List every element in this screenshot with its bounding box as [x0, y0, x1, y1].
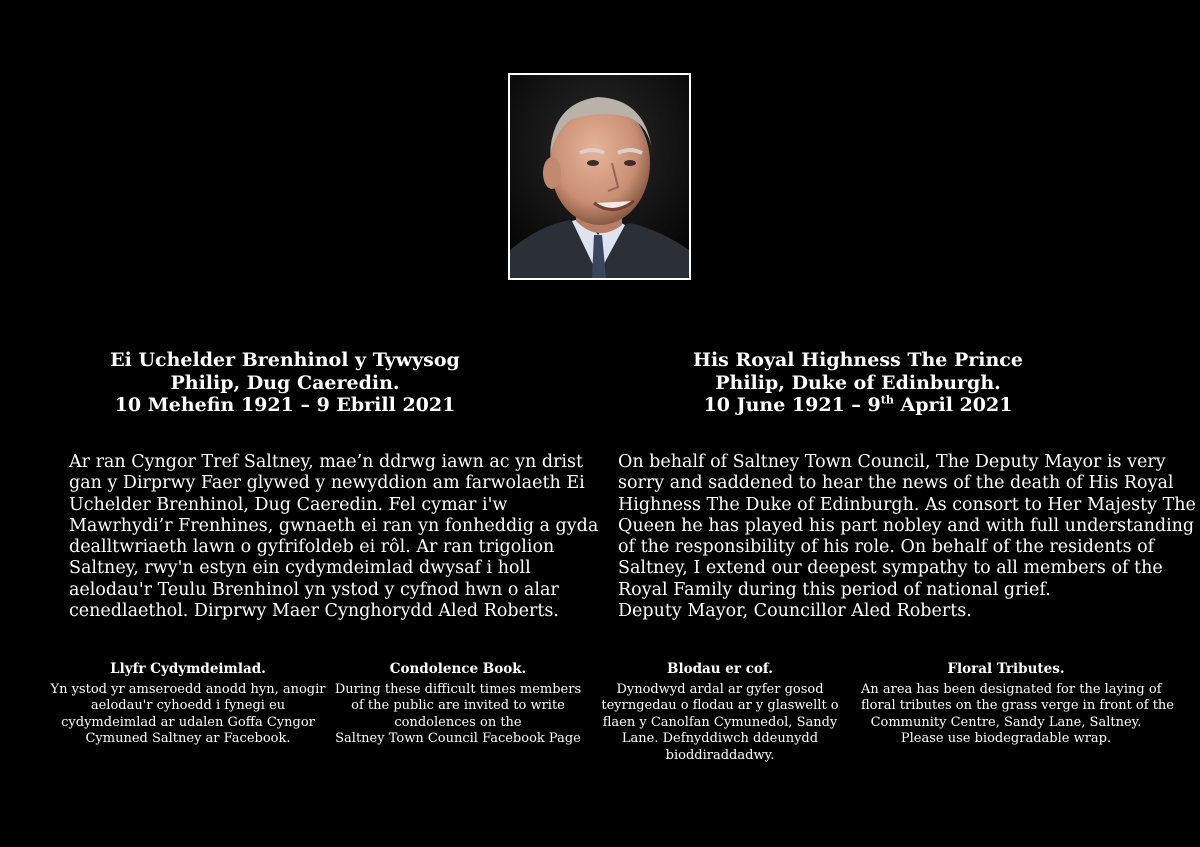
welsh-message-line: Saltney, rwy'n estyn ein cydymdeimlad dwysaf i holl — [69, 558, 531, 579]
note-line: condolences on the — [394, 714, 522, 730]
english-heading-dates — [598, 394, 1118, 417]
welsh-message-line: gan y Dirprwy Faer glywed y newyddion am farwolaeth Ei — [69, 473, 585, 494]
note-line: bioddiraddadwy. — [665, 747, 775, 763]
english-heading-line-2: Philip, Duke of Edinburgh. — [715, 371, 1001, 394]
note-line: Cymuned Saltney ar Facebook. — [85, 731, 291, 746]
note-line: Dynodwyd ardal ar gyfer gosod — [616, 681, 824, 697]
english-message — [618, 452, 1196, 622]
welsh-message-line: cenedlaethol. Dirprwy Maer Cynghorydd Aled Roberts. — [69, 601, 559, 622]
english-message-line: Royal Family during this period of national grief. — [618, 579, 1051, 600]
note-title: Llyfr Cydymdeimlad. — [110, 661, 266, 677]
english-message-line: Queen he has played his part nobley and with full understanding — [618, 515, 1195, 536]
portrait-photo — [508, 73, 691, 280]
note-line: Lane. Defnyddiwch ddeunydd — [621, 731, 819, 746]
note-line: floral tributes on the grass verge in front of the — [861, 698, 1174, 713]
note-line: Saltney Town Council Facebook Page — [335, 731, 581, 746]
welsh-heading-dates: 10 Mehefin 1921 – 9 Ebrill 2021 — [114, 394, 456, 416]
welsh-heading-line-2: Philip, Dug Caeredin. — [170, 371, 400, 394]
note-line: An area has been designated for the laying of — [861, 681, 1162, 697]
welsh-message-line: dealltwriaeth lawn o gyfrifoldeb ei rôl. Ar ran trigolion — [69, 537, 555, 558]
english-condolence-book — [313, 661, 603, 748]
note-line: During these difficult times members — [334, 681, 582, 697]
note-title: Floral Tributes. — [947, 661, 1065, 677]
english-dates-ordinal: th — [880, 393, 894, 407]
welsh-message-line: Mawrhydi’r Frenhines, gwnaeth ei ran yn fonheddig a gyda — [69, 515, 599, 536]
note-title: Blodau er cof. — [667, 661, 773, 677]
english-floral-tributes — [861, 661, 1174, 748]
english-message-line: Highness The Duke of Edinburgh. As consort to Her Majesty The — [618, 494, 1196, 515]
english-message-line: On behalf of Saltney Town Council, The Deputy Mayor is very — [618, 452, 1166, 472]
english-dates-end: April 2021 — [893, 394, 1013, 416]
welsh-floral-tributes — [575, 661, 865, 764]
note-line: Please use biodegradable wrap. — [900, 731, 1112, 746]
english-heading — [598, 349, 1118, 417]
note-line: flaen y Canolfan Cymunedol, Sandy — [602, 714, 838, 730]
welsh-message-line: aelodau'r Teulu Brenhinol yn ystod y cyfnod hwn o alar — [69, 579, 559, 600]
welsh-message-line: Uchelder Brenhinol, Dug Caeredin. Fel cymar i'w — [69, 494, 508, 515]
note-line: Community Centre, Sandy Lane, Saltney. — [870, 714, 1142, 730]
welsh-message-line: Ar ran Cyngor Tref Saltney, mae’n ddrwg iawn ac yn drist — [69, 452, 584, 472]
note-line: Yn ystod yr amseroedd anodd hyn, anogir — [50, 681, 326, 697]
english-dates-start: 10 June 1921 – 9 — [703, 394, 881, 416]
english-message-line: sorry and saddened to hear the news of the death of His Royal — [618, 473, 1174, 494]
portrait-icon — [510, 75, 689, 278]
note-title: Condolence Book. — [389, 661, 527, 677]
welsh-condolence-book — [43, 661, 333, 748]
welsh-heading — [25, 349, 545, 417]
welsh-message — [69, 452, 599, 622]
english-message-line: Deputy Mayor, Councillor Aled Roberts. — [618, 601, 972, 622]
welsh-heading-line-1: Ei Uchelder Brenhinol y Tywysog — [110, 349, 460, 371]
english-message-line: of the responsibility of his role. On behalf of the residents of — [618, 537, 1155, 558]
note-line: cydymdeimlad ar udalen Goffa Cyngor — [61, 714, 315, 730]
note-line: teyrngedau o flodau ar y glaswellt o — [601, 698, 839, 713]
english-heading-line-1: His Royal Highness The Prince — [693, 349, 1023, 371]
note-line: aelodau'r cyhoedd i fynegi eu — [90, 698, 286, 713]
english-message-line: Saltney, I extend our deepest sympathy to all members of the — [618, 558, 1163, 579]
note-line: of the public are invited to write — [351, 698, 565, 713]
